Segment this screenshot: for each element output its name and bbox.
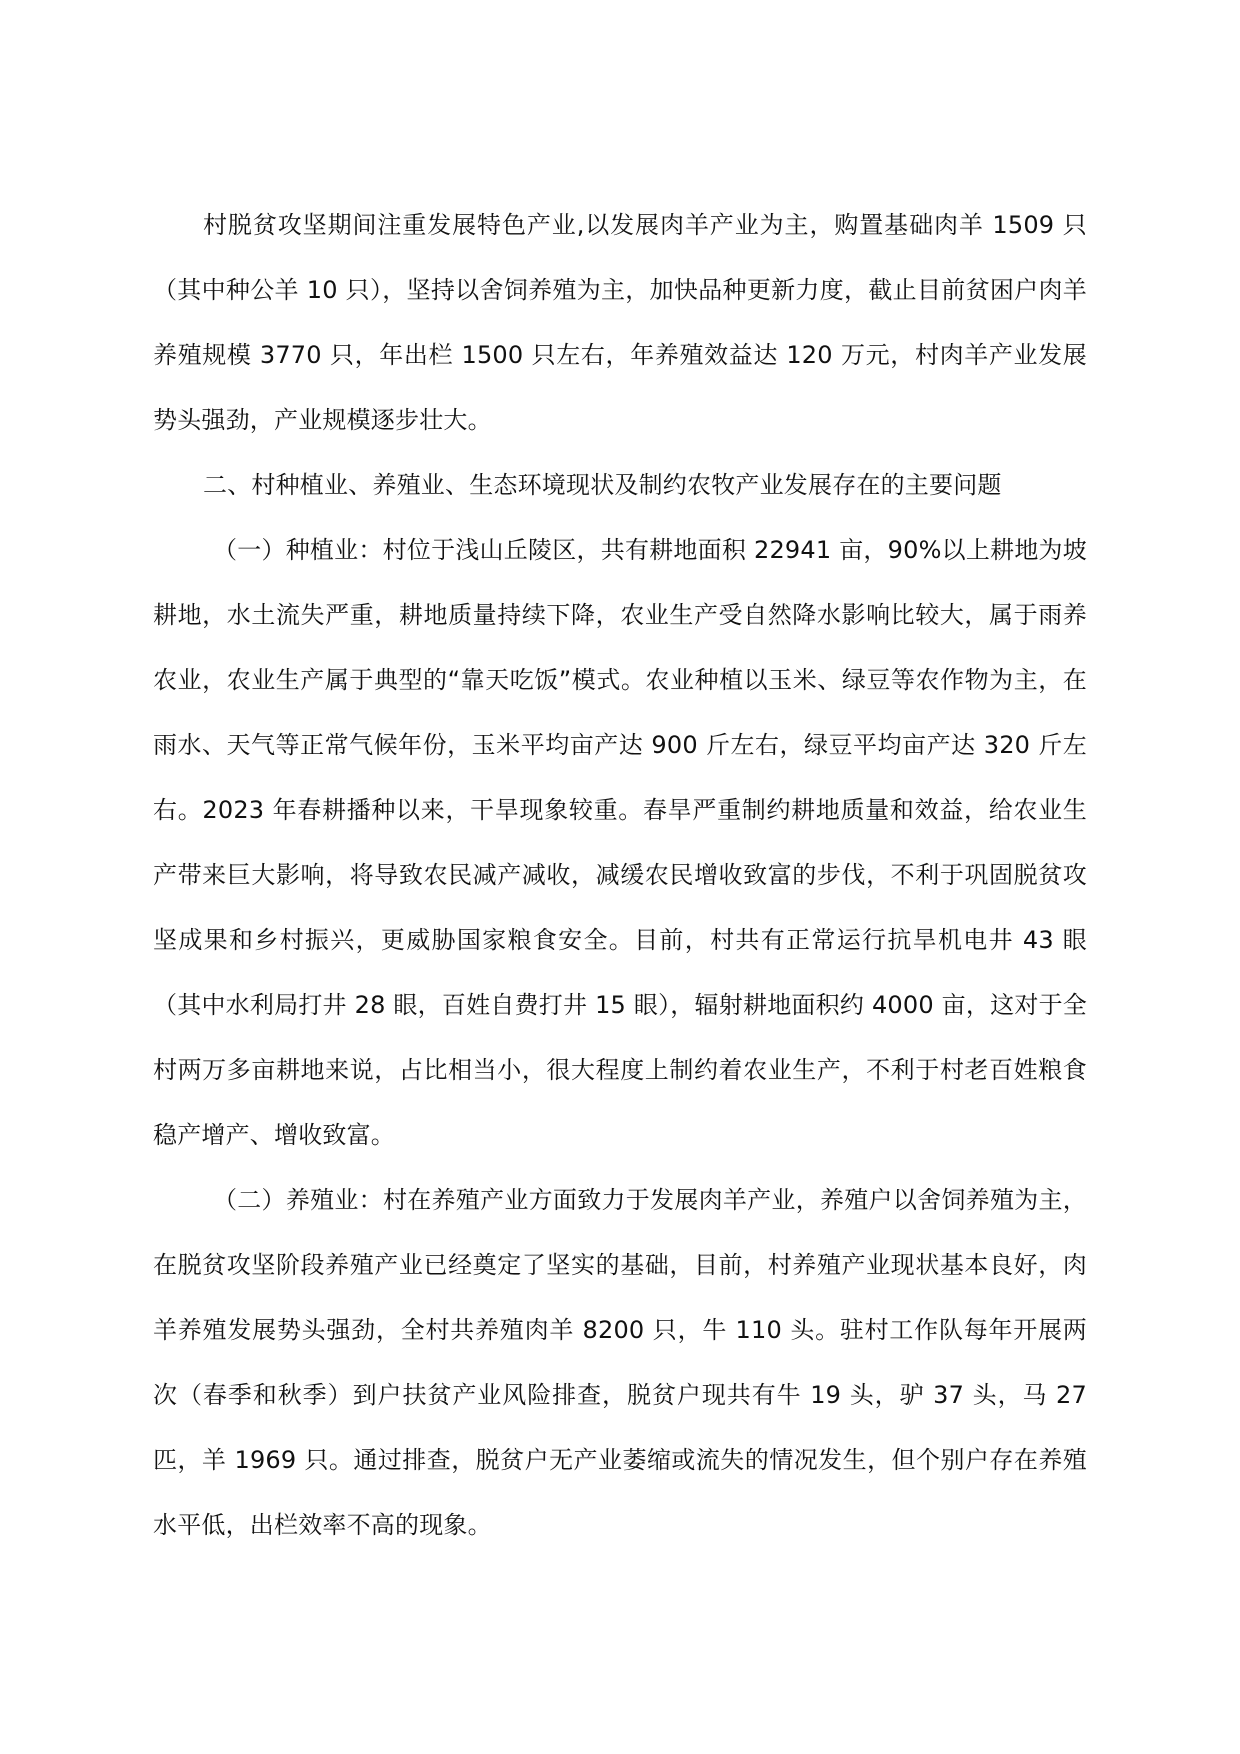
paragraph-breeding: （二）养殖业：村在养殖产业方面致力于发展肉羊产业，养殖户以舍饲养殖为主，在脱贫攻坚阶段养殖产业已经奠定了坚实的基础，目前，村养殖产业现状基本良好，肉羊养殖发展势头强劲，全村共养殖肉羊 8200 只，牛 110 头。驻村工作队每年开展两次（春季和秋季）到户扶贫产业风险排查，脱贫户现共有牛 19 头，驴 37 头，马 27 匹，羊 1969 只。通过排查，脱贫户无产业萎缩或流失的情况发生，但个别户存在养殖水平低，出栏效率不高的现象。	[153, 1186, 1087, 1539]
section-heading-two: 二、村种植业、养殖业、生态环境现状及制约农牧产业发展存在的主要问题	[203, 471, 1002, 499]
paragraph-meat-sheep-industry: 村脱贫攻坚期间注重发展特色产业,以发展肉羊产业为主，购置基础肉羊 1509 只（其中种公羊 10 只），坚持以舍饲养殖为主，加快品种更新力度，截止目前贫困户肉羊养殖规模 3770 只，年出栏 1500 只左右，年养殖效益达 120 万元，村肉羊产业发展势头强劲，产业规模逐步壮大。	[153, 211, 1087, 434]
document-body	[153, 193, 1087, 1558]
paragraph-planting: （一）种植业：村位于浅山丘陵区，共有耕地面积 22941 亩，90%以上耕地为坡耕地，水土流失严重，耕地质量持续下降，农业生产受自然降水影响比较大，属于雨养农业，农业生产属于典型的“靠天吃饭”模式。农业种植以玉米、绿豆等农作物为主，在雨水、天气等正常气候年份，玉米平均亩产达 900 斤左右，绿豆平均亩产达 320 斤左右。2023 年春耕播种以来，干旱现象较重。春旱严重制约耕地质量和效益，给农业生产带来巨大影响，将导致农民减产减收，减缓农民增收致富的步伐，不利于巩固脱贫攻坚成果和乡村振兴，更威胁国家粮食安全。目前，村共有正常运行抗旱机电井 43 眼（其中水利局打井 28 眼，百姓自费打井 15 眼），辐射耕地面积约 4000 亩，这对于全村两万多亩耕地来说，占比相当小，很大程度上制约着农业生产，不利于村老百姓粮食稳产增产、增收致富。	[153, 536, 1087, 1149]
